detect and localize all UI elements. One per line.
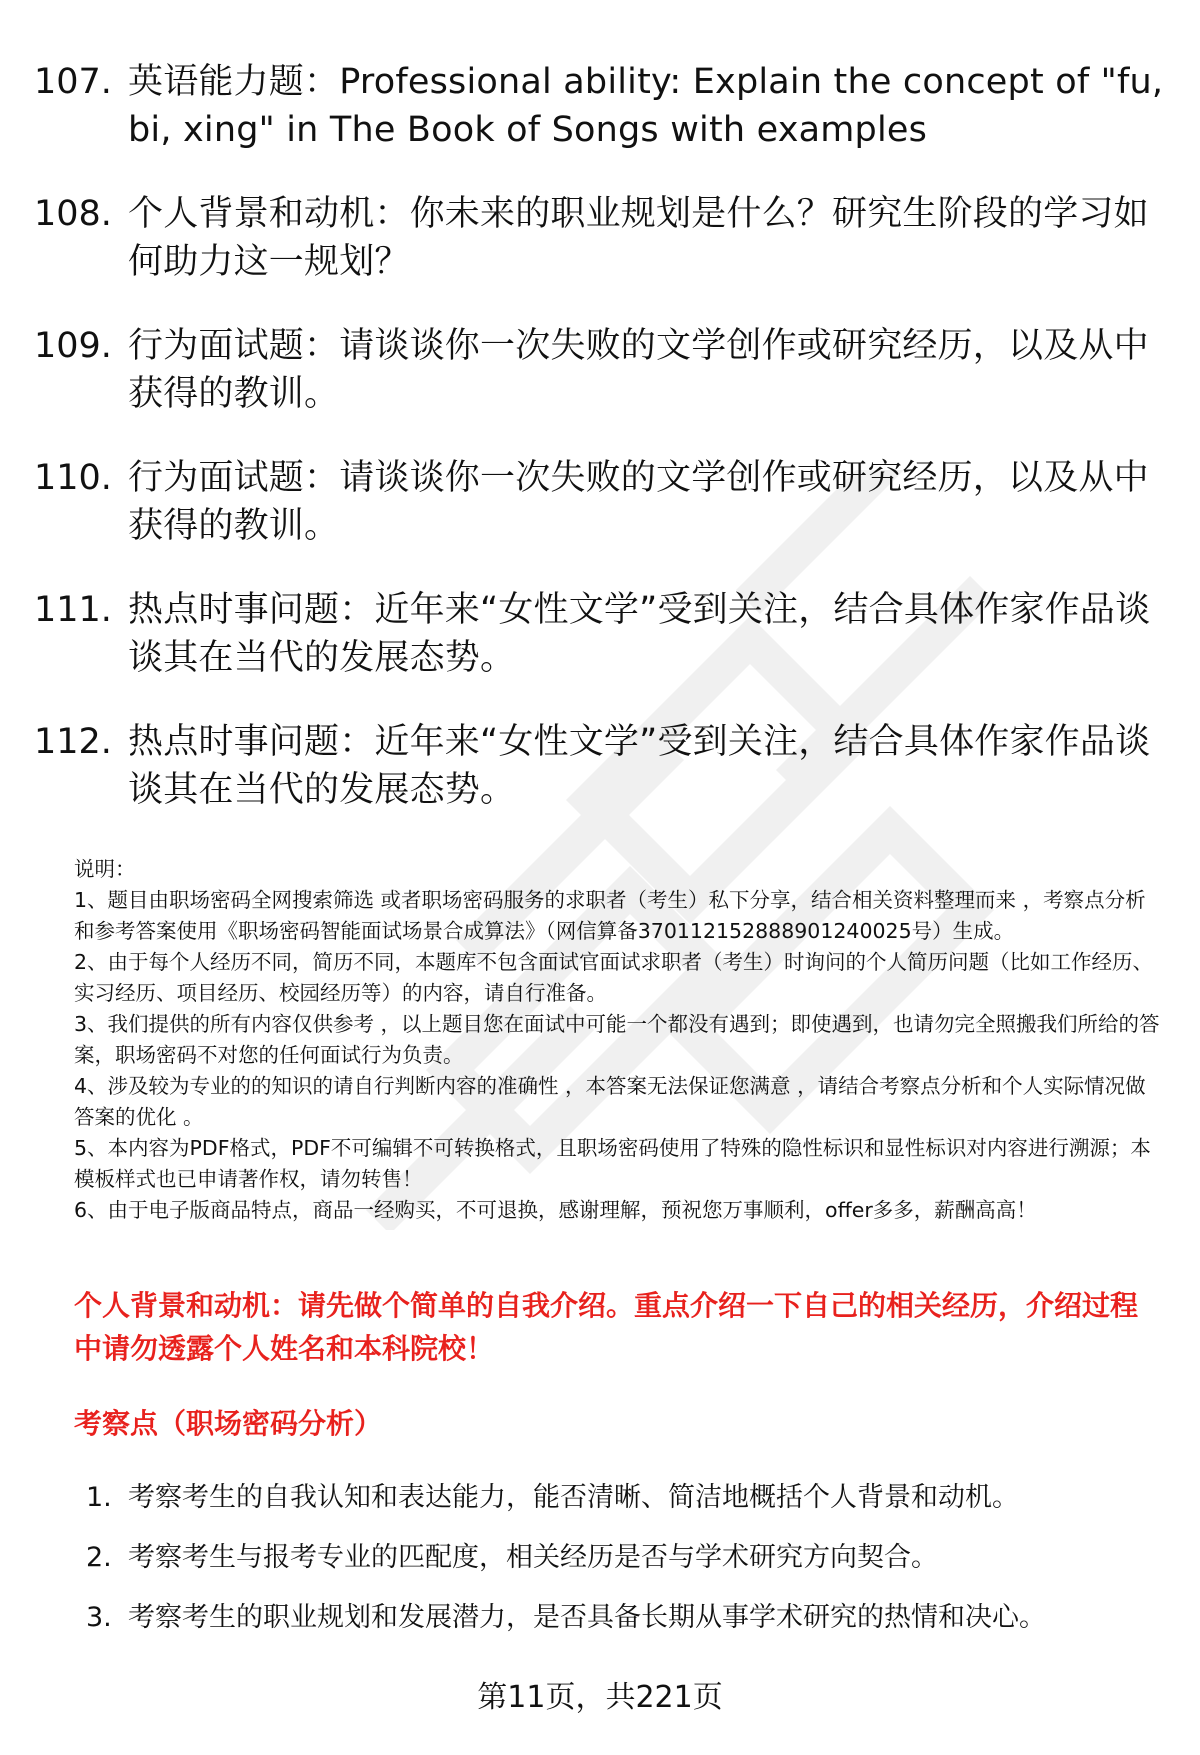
point-number: 2. [86, 1542, 112, 1573]
point-number: 3. [86, 1602, 112, 1633]
question-text: 英语能力题：Professional ability: Explain the concept of "fu, bi, xing" in The Book of Songs with examples [128, 62, 1164, 150]
note-item: 5、本内容为PDF格式，PDF不可编辑不可转换格式，且职场密码使用了特殊的隐性标识和显性标识对内容进行溯源；本模板样式也已申请著作权，请勿转售！ [74, 1136, 1151, 1191]
page-footer: 第11页，共221页 [477, 1680, 723, 1715]
analysis-title: 考察点（职场密码分析） [74, 1407, 383, 1440]
point-number: 1. [86, 1482, 112, 1513]
question-text: 个人背景和动机：你未来的职业规划是什么？研究生阶段的学习如何助力这一规划？ [128, 194, 1149, 282]
analysis-points [86, 1478, 1166, 1658]
notes-heading: 说明： [74, 857, 136, 881]
question-text: 行为面试题：请谈谈你一次失败的文学创作或研究经历，以及从中获得的教训。 [128, 326, 1149, 414]
notes-section [74, 854, 1164, 1226]
question-number: 108. [34, 194, 112, 234]
note-item: 4、涉及较为专业的的知识的请自行判断内容的准确性 ，本答案无法保证您满意 ，请结合考察点分析和个人实际情况做答案的优化 。 [74, 1074, 1146, 1129]
question-number: 110. [34, 458, 112, 498]
question-text: 热点时事问题：近年来“女性文学”受到关注，结合具体作家作品谈谈其在当代的发展态势。 [128, 722, 1151, 810]
question-list [34, 58, 1164, 850]
analysis-point [86, 1598, 1166, 1638]
question-text: 热点时事问题：近年来“女性文学”受到关注，结合具体作家作品谈谈其在当代的发展态势。 [128, 590, 1151, 678]
question-item [34, 322, 1164, 418]
highlight-question: 个人背景和动机：请先做个简单的自我介绍。重点介绍一下自己的相关经历，介绍过程中请勿透露个人姓名和本科院校！ [74, 1289, 1139, 1365]
note-item: 3、我们提供的所有内容仅供参考 ，以上题目您在面试中可能一个都没有遇到；即使遇到，也请勿完全照搬我们所给的答案，职场密码不对您的任何面试行为负责。 [74, 1012, 1160, 1067]
question-number: 111. [34, 590, 112, 630]
point-text: 考察考生的职业规划和发展潜力，是否具备长期从事学术研究的热情和决心。 [128, 1602, 1046, 1633]
note-item: 2、由于每个人经历不同，简历不同，本题库不包含面试官面试求职者（考生）时询问的个人简历问题（比如工作经历、实习经历、项目经历、校园经历等）的内容，请自行准备。 [74, 950, 1154, 1005]
note-item: 1、题目由职场密码全网搜索筛选 或者职场密码服务的求职者（考生）私下分享，结合相关资料整理而来 ，考察点分析和参考答案使用《职场密码智能面试场景合成算法》（网信算备370112152888901240025号）生成。 [74, 888, 1146, 943]
question-text: 行为面试题：请谈谈你一次失败的文学创作或研究经历，以及从中获得的教训。 [128, 458, 1149, 546]
question-item [34, 58, 1164, 154]
question-number: 109. [34, 326, 112, 366]
question-number: 112. [34, 722, 112, 762]
question-item [34, 718, 1164, 814]
analysis-point [86, 1478, 1166, 1518]
question-number: 107. [34, 62, 112, 102]
question-item [34, 190, 1164, 286]
point-text: 考察考生与报考专业的匹配度，相关经历是否与学术研究方向契合。 [128, 1542, 938, 1573]
note-item: 6、由于电子版商品特点，商品一经购买，不可退换，感谢理解，预祝您万事顺利，offer多多，薪酬高高！ [74, 1198, 1037, 1222]
point-text: 考察考生的自我认知和表达能力，能否清晰、简洁地概括个人背景和动机。 [128, 1482, 1019, 1513]
analysis-point [86, 1538, 1166, 1578]
question-item [34, 454, 1164, 550]
question-item [34, 586, 1164, 682]
